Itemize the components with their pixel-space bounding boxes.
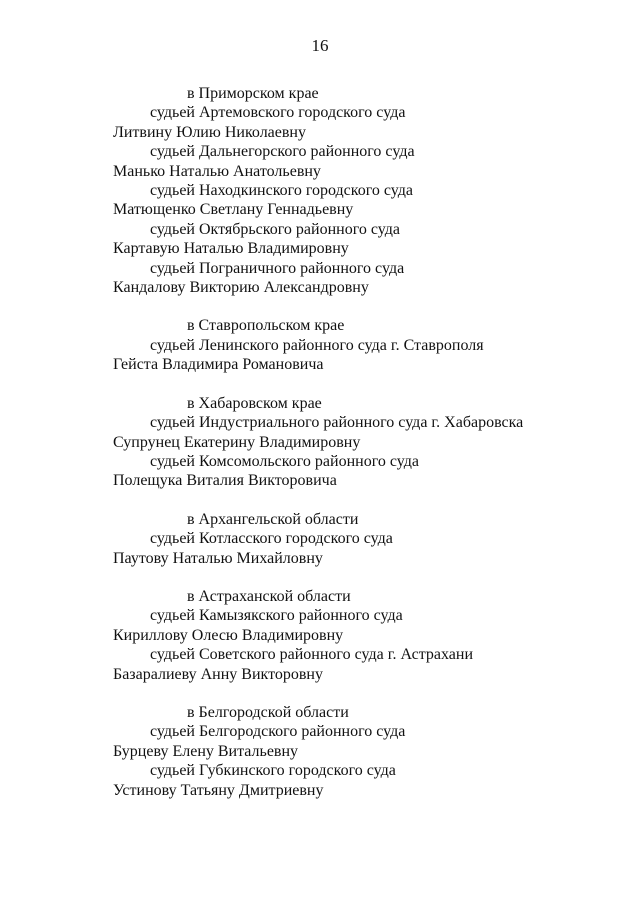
court-position: судьей Артемовского городского суда xyxy=(150,104,406,122)
region-section xyxy=(0,394,640,491)
appointee-name: Паутову Наталью Михайловну xyxy=(113,549,323,567)
court-position: судьей Котласского городского суда xyxy=(150,530,393,548)
court-position: судьей Дальнегорского районного суда xyxy=(150,143,415,161)
region-heading: в Приморском крае xyxy=(187,85,319,102)
appointments-list xyxy=(0,84,640,819)
court-position: судьей Советского районного суда г. Астрахани xyxy=(150,646,474,664)
appointee-name: Бурцеву Елену Витальевну xyxy=(113,742,299,760)
court-position: судьей Пограничного районного суда xyxy=(150,259,405,277)
appointee-name: Кандалову Викторию Александровну xyxy=(113,279,369,297)
page-number: 16 xyxy=(311,36,329,55)
region-heading: в Ставропольском крае xyxy=(187,317,345,335)
region-section xyxy=(0,587,640,684)
court-position: судьей Находкинского городского суда xyxy=(150,182,414,200)
court-position: судьей Ленинского районного суда г. Ставрополя xyxy=(150,336,484,354)
region-section xyxy=(0,703,640,800)
appointee-name: Устинову Татьяну Дмитриевну xyxy=(113,781,324,799)
appointee-name: Манько Наталью Анатольевну xyxy=(113,162,321,180)
appointee-name: Базаралиеву Анну Викторовну xyxy=(113,665,323,683)
region-heading: в Хабаровском крае xyxy=(187,394,322,412)
region-heading: в Астраханской области xyxy=(187,587,351,605)
appointee-name: Литвину Юлию Николаевну xyxy=(113,123,306,141)
appointee-name: Матющенко Светлану Геннадьевну xyxy=(113,201,354,219)
court-position: судьей Октябрьского районного суда xyxy=(150,220,400,238)
appointee-name: Полещука Виталия Викторовича xyxy=(113,472,337,490)
appointee-name: Картавую Наталью Владимировну xyxy=(113,240,349,258)
appointee-name: Гейста Владимира Романовича xyxy=(113,356,324,374)
region-section xyxy=(0,84,640,297)
court-position: судьей Индустриального районного суда г. Хабаровска xyxy=(150,414,524,432)
court-position: судьей Комсомольского районного суда xyxy=(150,452,419,470)
region-heading: в Белгородской области xyxy=(187,703,349,721)
court-position: судьей Камызякского районного суда xyxy=(150,607,403,625)
appointee-name: Кириллову Олесю Владимировну xyxy=(113,626,344,644)
region-heading: в Архангельской области xyxy=(187,510,359,528)
region-section xyxy=(0,316,640,374)
court-position: судьей Белгородского районного суда xyxy=(150,723,406,741)
appointee-name: Супрунец Екатерину Владимировну xyxy=(113,433,361,451)
court-position: судьей Губкинского городского суда xyxy=(150,762,396,780)
region-section xyxy=(0,510,640,568)
